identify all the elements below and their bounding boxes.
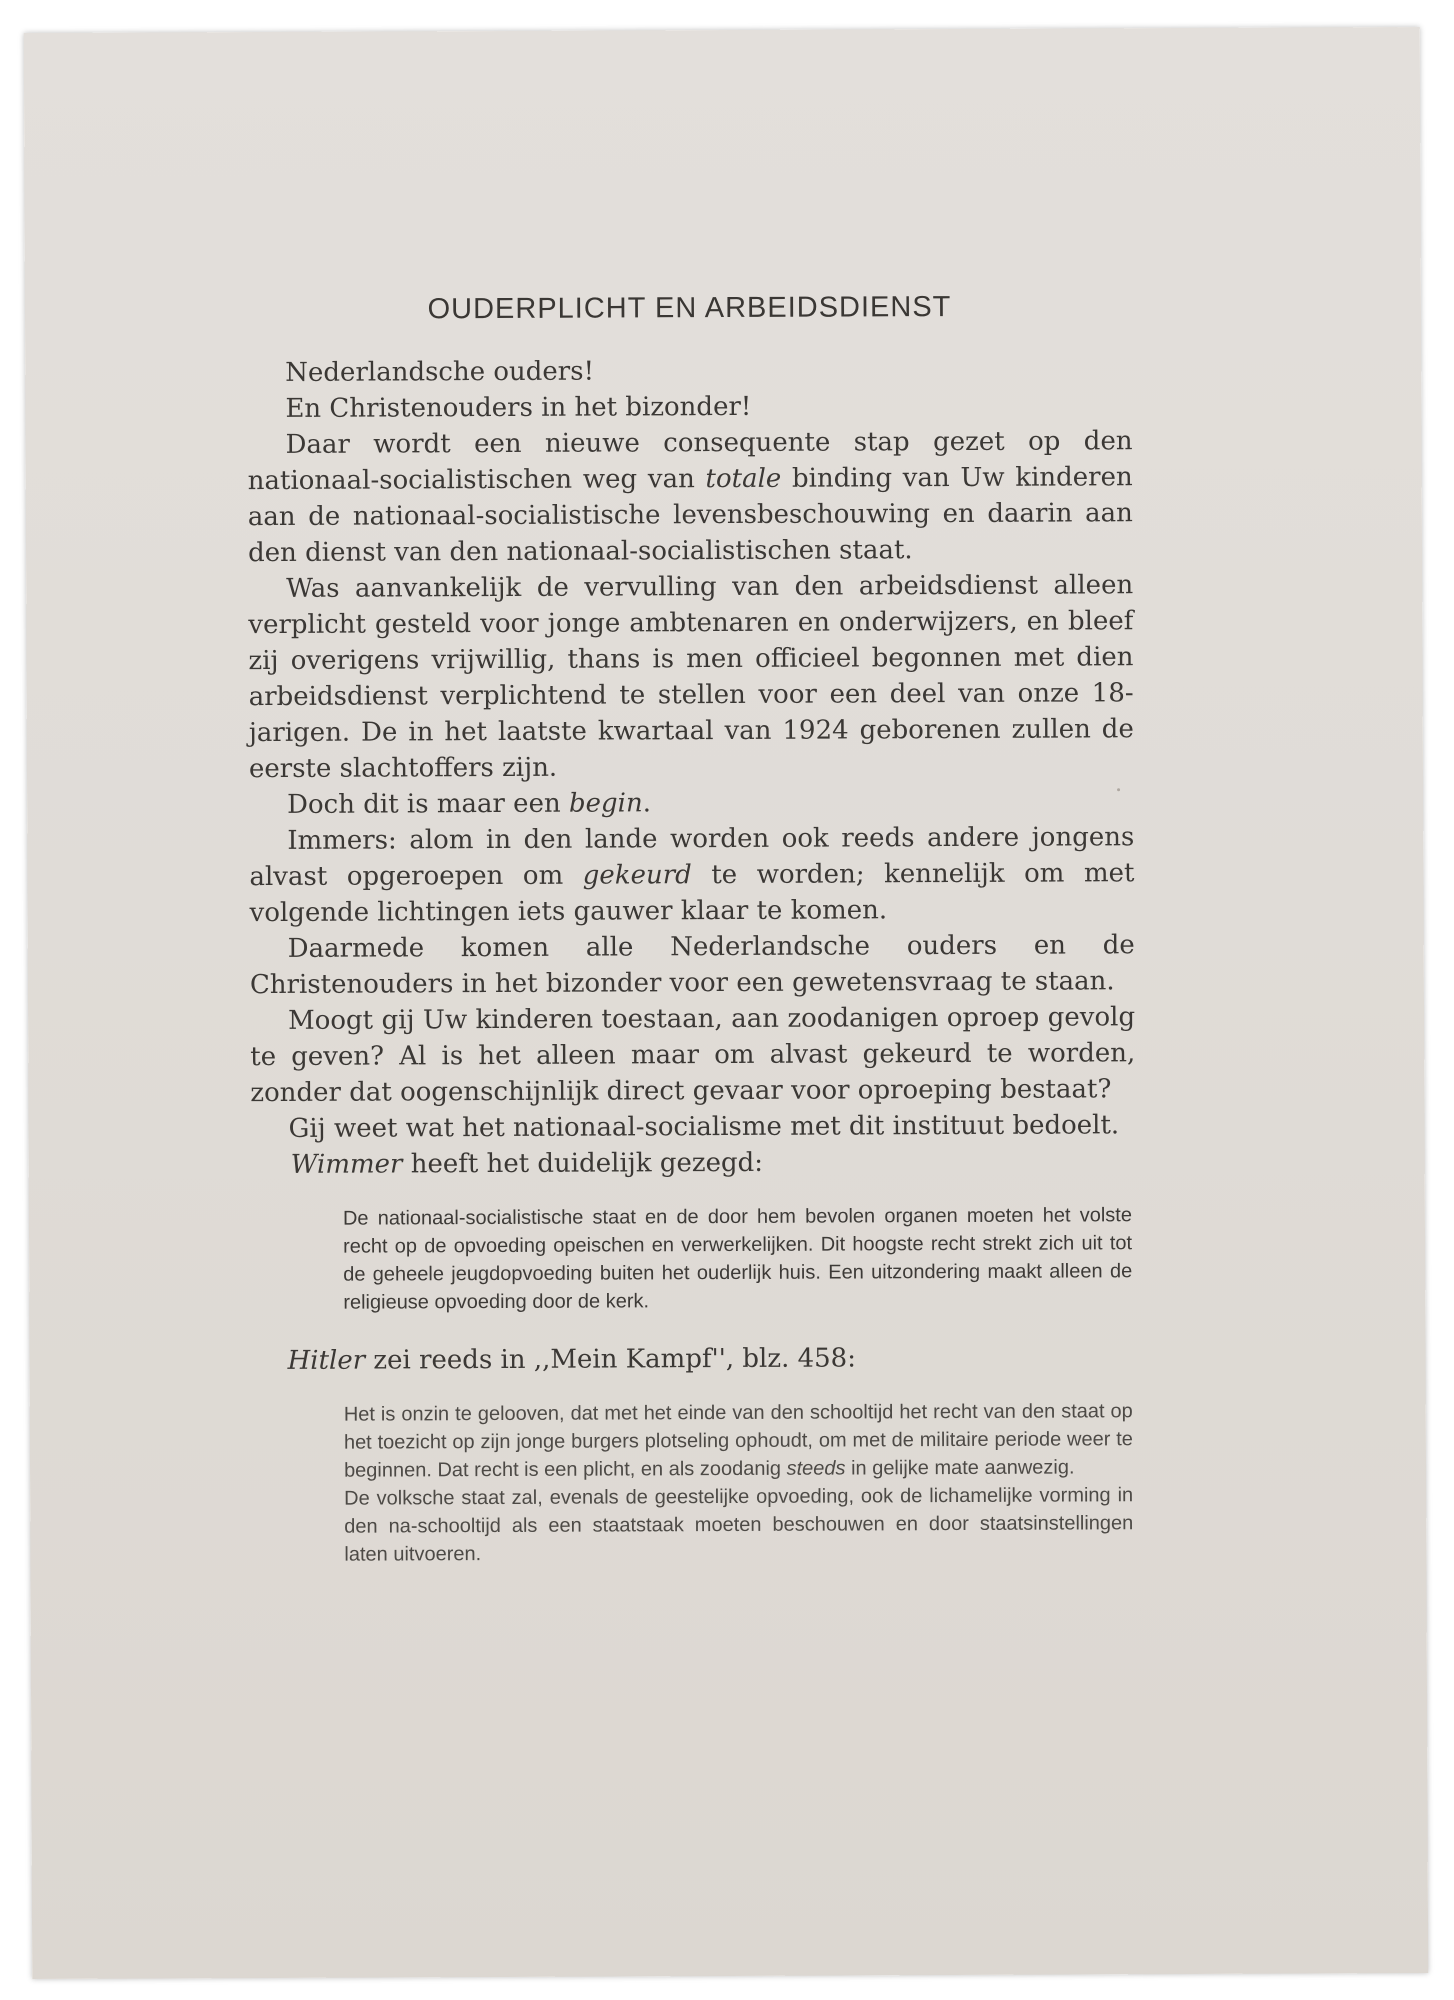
quote-2-intro-text: zei reeds in ,,Mein Kampf'', blz. 458: xyxy=(365,1343,857,1376)
quote-2-emphasis: steeds xyxy=(786,1457,846,1480)
paragraph-3-text-b: binding van Uw kinderen aan de nationaal-socialistische levensbeschouwing en daarin aan den dienst van den nationaal-socialistischen staat. xyxy=(247,462,1133,569)
quote-2-author: Hitler xyxy=(287,1345,366,1376)
quote-2-text-a: Het is onzin te gelooven, dat met het einde van den schooltijd het recht van den staat op het toezicht op zijn jonge burgers plotseling ophoudt, om met de militaire periode weer te beginnen. Dat recht is een plicht, en als zoodanig xyxy=(343,1400,1133,1482)
paragraph-6 xyxy=(249,819,1134,931)
paragraph-6-text-b: te worden; kennelijk om met volgende lichtingen iets gauwer klaar te komen. xyxy=(249,858,1135,929)
paragraph-5-emphasis: begin xyxy=(568,788,643,819)
document-body xyxy=(247,290,1138,1595)
document-title: OUDERPLICHT EN ARBEIDSDIENST xyxy=(427,291,952,326)
paragraph-4: Was aanvankelijk de vervulling van den arbeidsdienst alleen verplicht gesteld voor jonge ambtenaren en onderwijzers, en bleef zij overigens vrijwillig, thans is men officieel begonnen met dien arbeidsdienst verplichtend te stellen voor een deel van onze 18-jarigen. De in het laatste kwartaal van 1924 geborenen zullen de eerste slachtoffers zijn. xyxy=(248,570,1134,785)
quote-2-paragraph-1 xyxy=(344,1397,1133,1484)
paragraph-5-text-a: Doch dit is maar een xyxy=(287,788,570,820)
quote-2-paragraph-2: De volksche staat zal, evenals de geestelijke opvoeding, ook de lichamelijke vorming in den na-schooltijd als een staatstaak moeten beschouwen en door staatsinstellingen laten uitvoeren. xyxy=(344,1484,1134,1566)
paragraph-salutation-2: En Christenouders in het bizonder! xyxy=(285,391,752,424)
paragraph-7: Daarmede komen alle Nederlandsche ouders en de Christenouders in het bizonder voor een gewetensvraag te staan. xyxy=(249,930,1135,1001)
quote-1-author: Wimmer xyxy=(290,1149,403,1180)
quote-2-intro xyxy=(287,1339,1136,1379)
paragraph-3-text-a: Daar wordt een nieuwe consequente stap gezet op den nationaal-socialistischen weg van xyxy=(247,426,1133,497)
quote-1-intro-text: heeft het duidelijk gezegd: xyxy=(402,1147,764,1180)
paragraph-6-emphasis: gekeurd xyxy=(582,860,692,891)
paragraph-3 xyxy=(247,423,1133,571)
paragraph-6-text-a: Immers: alom in den lande worden ook reeds andere jongens alvast opgeroepen om xyxy=(249,822,1135,893)
paragraph-salutation-1: Nederlandsche ouders! xyxy=(285,356,595,388)
paragraph-8: Moogt gij Uw kinderen toestaan, aan zoodanigen oproep gevolg te geven? Al is het alleen maar om alvast gekeurd te worden, zonder dat oogenschijnlijk direct gevaar voor oproeping bestaat? xyxy=(250,1002,1136,1109)
paragraph-5-text-b: . xyxy=(642,788,652,819)
quote-1-intro xyxy=(251,1143,1136,1183)
paper-sheet xyxy=(24,27,1428,1979)
quote-2-block xyxy=(344,1397,1134,1568)
paragraph-5 xyxy=(249,783,1134,823)
quote-2-text-b: in gelijke mate aanwezig. xyxy=(845,1456,1075,1480)
paragraph-3-emphasis: totale xyxy=(705,463,782,495)
paragraph-9: Gij weet wat het nationaal-socialisme met dit instituut bedoelt. xyxy=(288,1110,1120,1144)
quote-1-block: De nationaal-socialistische staat en de door hem bevolen organen moeten het volste recht op de opvoeding opeischen en verwerkelijken. Dit hoogste recht strekt zich uit tot de geheele jeugdopvoeding buiten het ouderlijk huis. Een uitzondering maakt alleen de religieuse opvoeding door de kerk. xyxy=(342,1204,1133,1314)
